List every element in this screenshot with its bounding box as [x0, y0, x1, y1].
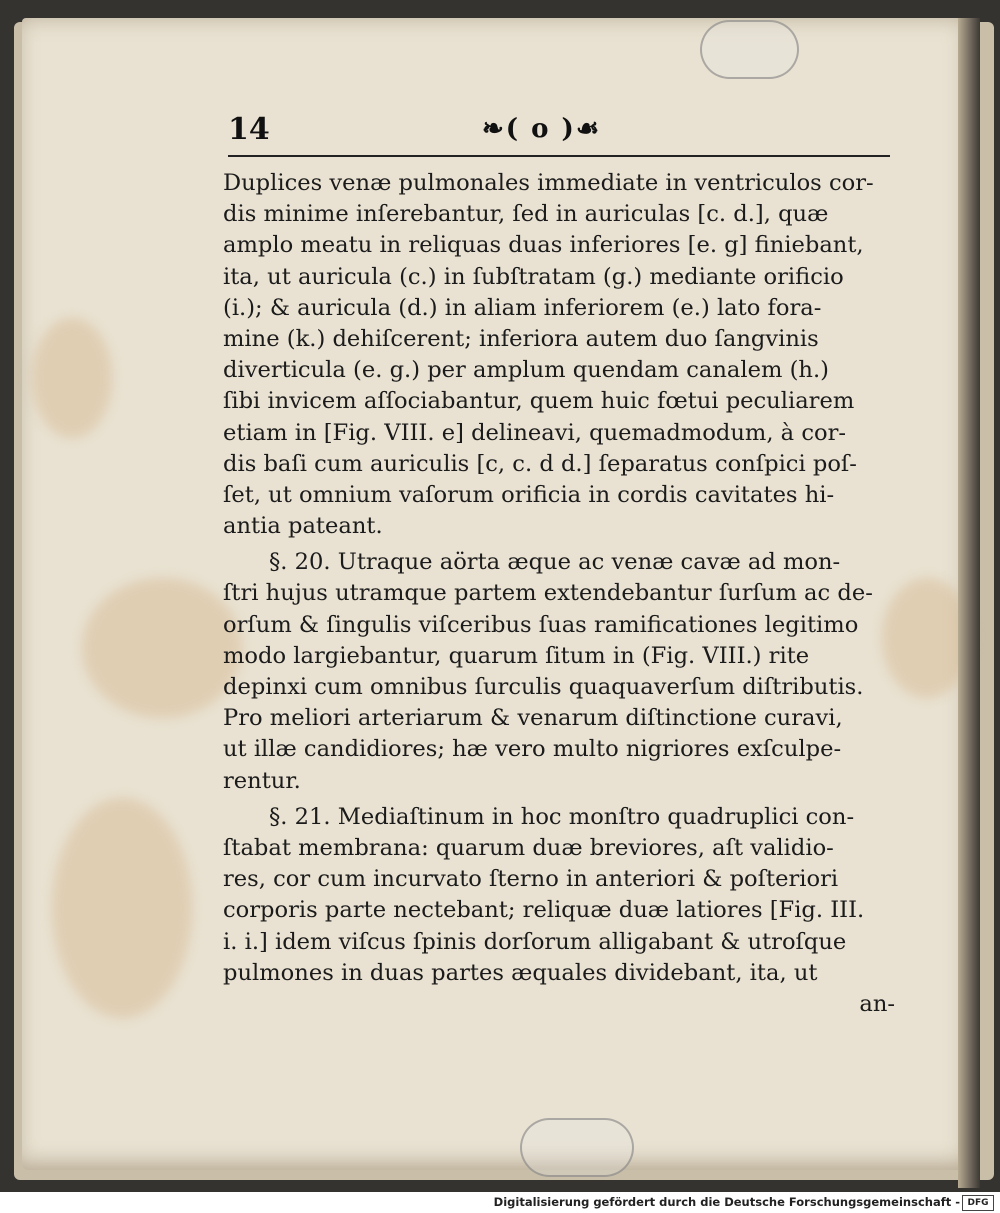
text-line: ſtabat membrana: quarum duæ breviores, aſt validio- [223, 834, 834, 861]
text-line: ita, ut auricula (c.) in ſubſtratam (g.) mediante orificio [223, 263, 844, 290]
paper-stain [52, 798, 192, 1018]
page-gutter [958, 18, 980, 1188]
text-line: depinxi cum omnibus ſurculis quaquaverſum diſtributis. [223, 674, 864, 700]
text-line: Pro meliori arteriarum & venarum diſtinctione curavi, [223, 705, 843, 732]
text-line: Duplices venæ pulmonales immediate in ventriculos cor- [223, 170, 874, 196]
footer-credit: Digitalisierung gefördert durch die Deutsche Forschungsgemeinschaft - [493, 1195, 960, 1209]
text-line: etiam in [Fig. VIII. e] delineavi, quemadmodum, à cor- [223, 419, 847, 446]
text-line: amplo meatu in reliquas duas inferiores [e. g] finiebant, [223, 232, 864, 259]
page-clip [700, 20, 799, 79]
text-line: §. 20. Utraque aörta æque ac venæ cavæ ad mon- [269, 549, 841, 576]
text-line: corporis parte nectebant; reliquæ duæ latiores [Fig. III. [223, 897, 865, 924]
text-line: i. i.] idem viſcus ſpinis dorſorum alligabant & utroſque [223, 928, 847, 955]
dfg-logo-icon: DFG [962, 1195, 994, 1211]
text-line: modo largiebantur, quarum ſitum in (Fig. VIII.) rite [223, 642, 810, 669]
paper-stain [32, 318, 112, 438]
catchword: an- [859, 990, 895, 1017]
text-line: antia pateant. [223, 513, 383, 540]
page-clip [520, 1118, 634, 1177]
text-line: §. 21. Mediaſtinum in hoc monſtro quadruplici con- [269, 803, 855, 830]
paper-stain [82, 578, 242, 718]
header-rule [228, 155, 890, 157]
text-line: orſum & ſingulis viſceribus ſuas ramificationes legitimo [223, 611, 859, 638]
text-line: mine (k.) dehiſcerent; inferiora autem duo ſangvinis [223, 325, 819, 352]
body-text [223, 168, 895, 1020]
text-line: rentur. [223, 767, 301, 794]
text-line: ſtri hujus utramque partem extendebantur ſurſum ac de- [223, 580, 873, 607]
text-line: diverticula (e. g.) per amplum quendam canalem (h.) [223, 357, 829, 384]
text-line: res, cor cum incurvato ſterno in anteriori & poſteriori [223, 866, 839, 893]
page-header [228, 112, 890, 152]
footer-bar [0, 1192, 1000, 1213]
text-line: dis minime inſerebantur, ſed in auriculas [c. d.], quæ [223, 201, 829, 228]
text-line: ut illæ candidiores; hæ vero multo nigriores exſculpe- [223, 736, 842, 763]
text-line: ſet, ut omnium vaſorum orificia in cordis cavitates hi- [223, 481, 835, 508]
text-line: (i.); & auricula (d.) in aliam inferiorem (e.) lato fora- [223, 294, 822, 321]
page-number: 14 [228, 112, 270, 147]
text-line: ſibi invicem aſſociabantur, quem huic fœtui peculiarem [223, 388, 855, 415]
text-line: dis baſi cum auriculis [c, c. d d.] ſeparatus conſpici poſ- [223, 450, 857, 477]
running-head: ❧( o )☙ [482, 114, 602, 144]
text-line: pulmones in duas partes æquales dividebant, ita, ut [223, 959, 818, 986]
